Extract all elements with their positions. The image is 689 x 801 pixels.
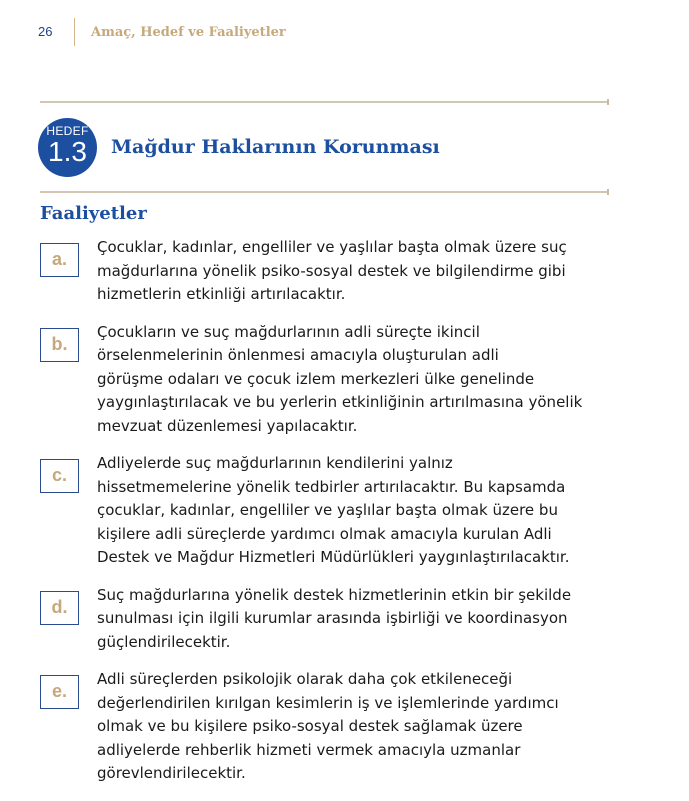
goal-badge-label: HEDEF (46, 124, 89, 138)
activity-letter-box: b. (40, 328, 79, 362)
activity-text-line: Adliyelerde suç mağdurlarının kendilerini yalnız (97, 454, 453, 472)
activity-item-a (38, 236, 638, 307)
activity-text (97, 236, 638, 307)
activity-item-d (38, 584, 638, 655)
activity-text-line: adliyelerde rehberlik hizmeti vermek amacıyla uzmanlar (97, 740, 521, 759)
activity-text (97, 321, 638, 439)
activity-text-line: çocuklar, kadınlar, engelliler ve yaşlılar başta olmak üzere bu (97, 501, 558, 519)
page-number: 26 (38, 24, 53, 39)
activity-item-c (38, 452, 638, 570)
running-title: Amaç, Hedef ve Faaliyetler (91, 25, 286, 40)
top-rule (40, 101, 608, 103)
activity-text-line: kişilere adli süreçlerde yardımcı olmak amacıyla kurulan Adli (97, 524, 552, 543)
goal-badge (38, 118, 97, 177)
activity-text-line: örselenmelerinin önlenmesi amacıyla oluşturulan adli (97, 346, 499, 364)
activity-text-line: Çocukların ve suç mağdurlarının adli süreçte ikincil (97, 322, 480, 341)
activity-text-line: yaygınlaştırılacak ve bu yerlerin etkinliğinin artırılmasına yönelik (97, 393, 583, 411)
bottom-rule (40, 191, 608, 193)
activity-item-b (38, 321, 638, 439)
activity-text-line: sunulması için ilgili kurumlar arasında işbirliği ve koordinasyon (97, 609, 568, 627)
activity-item-e (38, 668, 638, 786)
activity-text (97, 668, 638, 786)
activity-text-line: Adli süreçlerden psikolojik olarak daha çok etkileneceği (97, 670, 513, 688)
activity-letter-box: e. (40, 675, 79, 709)
activity-letter-box: c. (40, 459, 79, 493)
activity-text-line: hizmetlerin etkinliği artırılacaktır. (97, 285, 346, 303)
activity-text-line: Suç mağdurlarına yönelik destek hizmetlerinin etkin bir şekilde (97, 585, 572, 604)
goal-title: Mağdur Haklarının Korunması (111, 136, 440, 158)
activity-text-line: mağdurlarına yönelik psiko-sosyal destek ve bilgilendirme gibi (97, 261, 566, 280)
activity-text-line: görüşme odaları ve çocuk izlem merkezleri ülke genelinde (97, 369, 535, 388)
activity-text-line: değerlendirilen kırılgan kesimlerin iş ve işlemlerinde yardımcı (97, 693, 559, 712)
activity-text (97, 452, 638, 570)
activity-list (38, 236, 638, 800)
activity-text-line: Destek ve Mağdur Hizmetleri Müdürlükleri yaygınlaştırılacaktır. (97, 548, 570, 566)
activities-heading: Faaliyetler (40, 203, 147, 224)
activity-text-line: görevlendirilecektir. (97, 764, 246, 782)
activity-text-line: mevzuat düzenlemesi yapılacaktır. (97, 416, 358, 435)
goal-badge-number: 1.3 (48, 136, 87, 167)
activity-letter-box: a. (40, 243, 79, 277)
activity-letter-box: d. (40, 591, 79, 625)
activity-text-line: güçlendirilecektir. (97, 632, 231, 651)
activity-text-line: hissetmemelerine yönelik tedbirler artırılacaktır. Bu kapsamda (97, 477, 566, 496)
activity-text (97, 584, 638, 655)
activity-text-line: Çocuklar, kadınlar, engelliler ve yaşlılar başta olmak üzere suç (97, 238, 567, 256)
header-divider (74, 18, 75, 46)
activity-text-line: olmak ve bu kişilere psiko-sosyal destek sağlamak üzere (97, 717, 523, 735)
